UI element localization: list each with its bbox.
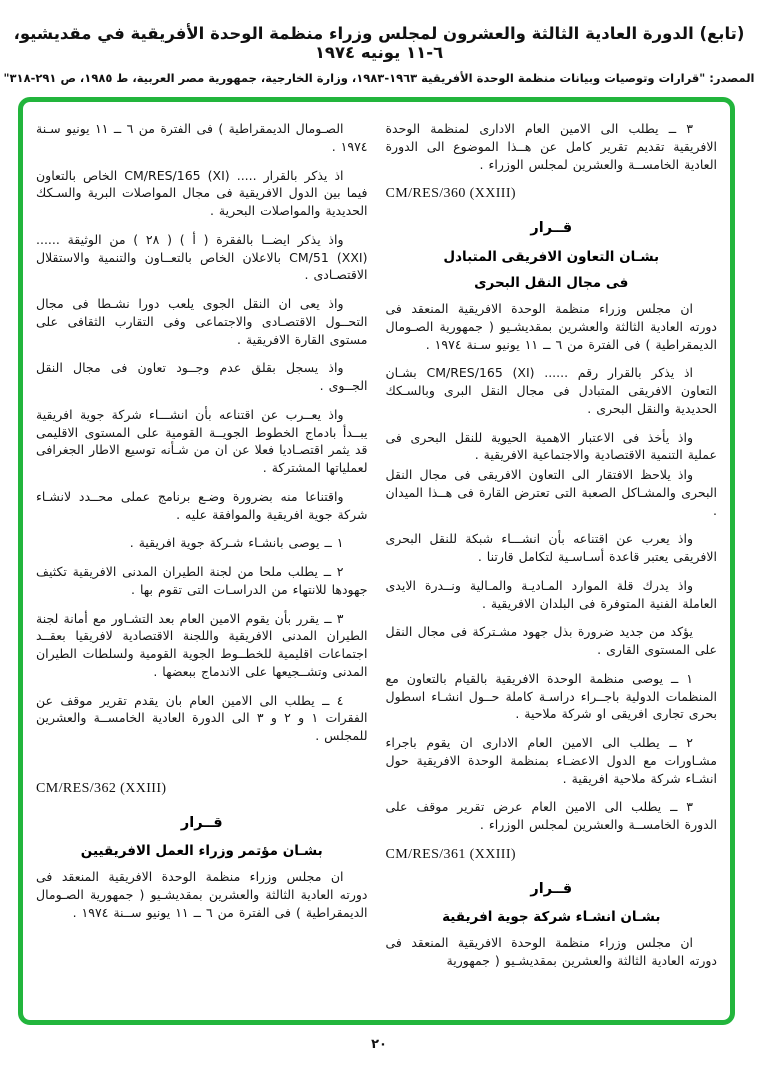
qarar-heading: قــرار <box>530 880 573 897</box>
resolution-subject: بشـان التعاون الافريقى المتبادل <box>443 248 660 265</box>
two-column-layout <box>36 120 717 1010</box>
paragraph: اذ يذكر بالقرار رقم ...... ‎CM/RES/165 (XI)‎ بشـان التعاون الافريقى المتبادل فى مجال النقل البرى وبالسـكك الحديدية والنقل البحرى . <box>385 365 717 416</box>
paragraph: ان مجلس وزراء منظمة الوحدة الافريقية المنعقد فى دورته العادية الثالثة والعشرين بمقديشـيو ( جمهورية الصـومال الديمقراطية ) فى الفترة من ٦ ــ ١١ يونيو سـنة ١٩٧٤ . <box>385 301 717 352</box>
paragraph: واذ يلاحظ الافتقار الى التعاون الافريقى فى مجال النقل البحرى والمشـاكل الصعبة التى تعترض القارة فى هــذا الميدان . <box>385 467 717 518</box>
source-line: المصدر: "قرارات وتوصيات وبيانات منظمة الوحدة الأفريقية ١٩٦٣-١٩٨٣، وزارة الخارجية، جمهورية مصر العربية، ط ١٩٨٥، ص ٢٩١-٣١٨" <box>3 71 755 85</box>
paragraph: ان مجلس وزراء منظمة الوحدة الافريقية المنعقد فى دورته العادية الثالثة والعشرين بمقديشـيو ( جمهورية <box>385 935 717 969</box>
resolution-subject: بشـان انشـاء شركة جوية افريقية <box>442 909 661 926</box>
resolution-ref: CM/RES/362 (XXIII) <box>36 780 167 796</box>
paragraph: ان مجلس وزراء منظمة الوحدة الافريقية المنعقد فى دورته العادية الثالثة والعشرين بمقديشـيو ( جمهورية الصـومال الديمقراطية ) فى الفترة من ٦ ــ ١١ يونيو ســنة ١٩٧٤ . <box>36 869 368 920</box>
column-right <box>386 120 718 1010</box>
paragraph: واذ يعرب عن اقتناعه بأن انشـــاء شبكة للنقل البحرى الافريقى يعتبر قاعدة أسـاسـية لتكامل قارتنا . <box>385 531 717 565</box>
resolution-subject: بشـان مؤتمر وزراء العمل الافريقيين <box>80 843 323 860</box>
page-header <box>0 24 758 85</box>
paragraph: الصـومال الديمقراطية ) فى الفترة من ٦ ــ ١١ يونيو سـنة ١٩٧٤ . <box>36 121 368 154</box>
paragraph: ٤ ــ يطلب الى الامين العام بان يقدم تقرير موقف عن الفقرات ١ و ٢ و ٣ الى الدورة العادية الخامســة والعشرين للمجلس . <box>36 692 368 743</box>
paragraph: واذ يعــرب عن اقتناعه بأن انشـــاء شركة جوية افريقية يبــدأ بادماج الخطوط الجويــة القومية على المستوى الاقليمى قد يثمر اقتصـاديا فعلا عن ان من شـأنه توسيع الاطار الجغرافى لعملياتها المشتركة . <box>36 406 368 475</box>
paragraph: يؤكد من جديد ضرورة بذل جهود مشـتركة فى مجال النقل على المستوى القارى . <box>385 624 717 658</box>
resolution-subject: فى مجال النقل البحرى <box>474 274 629 291</box>
paragraph: ٢ ــ يطلب الى الامين العام الادارى ان يقوم باجراء مشـاورات مع الدول الاعضـاء بمنظمة الوحدة الافريقية حول انشـاء شركة ملاحية افريقية . <box>385 735 717 786</box>
paragraph: واذ يعى ان النقل الجوى يلعب دورا نشـطا فى مجال التحــول الاقتصـادى والاجتماعى وفى التقارب الثقافى على مستوى القارة الافريقية . <box>36 296 368 347</box>
resolution-ref: CM/RES/361 (XXIII) <box>385 846 516 862</box>
session-title: (تابع) الدورة العادية الثالثة والعشرون لمجلس وزراء منظمة الوحدة الأفريقية في مقديشيو، ٦-١١ يونيه ١٩٧٤ <box>13 24 745 62</box>
column-left <box>36 120 368 1010</box>
paragraph: ٣ ــ يطلب الى الامين العام الادارى لمنظمة الوحدة الافريقية تقديم تقرير كامل عن هــذا الموضوع الى الدورة العادية الخامســة والعشرين لمجلس الوزراء . <box>385 121 717 172</box>
qarar-heading: قــرار <box>530 220 573 237</box>
paragraph: ٣ ــ يطلب الى الامين العام عرض تقرير موقف على الدورة الخامســة والعشرين لمجلس الوزراء . <box>385 799 717 833</box>
paragraph: ١ ــ يوصى بانشـاء شـركة جوية افريقية . <box>129 535 344 551</box>
paragraph: ٣ ــ يقرر بأن يقوم الامين العام بعد التشـاور مع أمانة لجنة الطيران المدنى الافريقية واللجنة الاقتصادية لافريقيا بعقــد اجتماعات اقليمية للخطــوط الجوية القومية ولسلطات الطيران المدنى وتشــجيعها على الاندماج ببعضها . <box>36 610 368 679</box>
paragraph: واذ يذكر ايضــا بالفقرة ( أ ) ( ٢٨ ) من الوثيقة ...... ‎CM/51 (XXI)‎ بالاعلان الخاص بالتعــاون والتنمية والاستقلال الاقتصـادى . <box>36 231 368 283</box>
page-number: ٢٠ <box>371 1037 387 1052</box>
paragraph: واذ يدرك قلة الموارد المـاديـة والمـالية ونــدرة الايدى العاملة الفنية المتوفرة فى البلدان الافريقية . <box>385 577 717 611</box>
content-frame <box>18 97 735 1025</box>
paragraph: ٢ ــ يطلب ملحا من لجنة الطيران المدنى الافريقية تكثيف جهودها للانتهاء من الدراسـات التى تقوم بها . <box>36 564 368 597</box>
paragraph: اذ يذكر بالقرار ..... ‎CM/RES/165 (XI)‎ الخاص بالتعاون فيما بين الدول الافريقية فى مجال المواصلات البرية والسـكك الحديدية والمواصلات البحرية . <box>36 167 368 218</box>
paragraph: واذ يأخذ فى الاعتبار الاهمية الحيوية للنقل البحرى فى عملية التنمية الاقتصادية والاجتماعية الافريقية . <box>385 429 717 463</box>
paragraph: واقتناعا منه بضرورة وضـع برنامج عملى محــدد لانشـاء شركة جوية افريقية والموافقة عليه . <box>36 488 368 522</box>
qarar-heading: قــرار <box>180 814 223 831</box>
paragraph: واذ يسجل بقلق عدم وجــود تعاون فى مجال النقل الجــوى . <box>36 360 368 393</box>
paragraph: ١ ــ يوصى منظمة الوحدة الافريقية بالقيام بالتعاون مع المنظمات الدولية باجــراء دراسـة كاملة حــول انشـاء اسطول بحرى تجارى افريقى او شركة ملاحية . <box>385 670 717 722</box>
resolution-ref: CM/RES/360 (XXIII) <box>385 186 516 202</box>
